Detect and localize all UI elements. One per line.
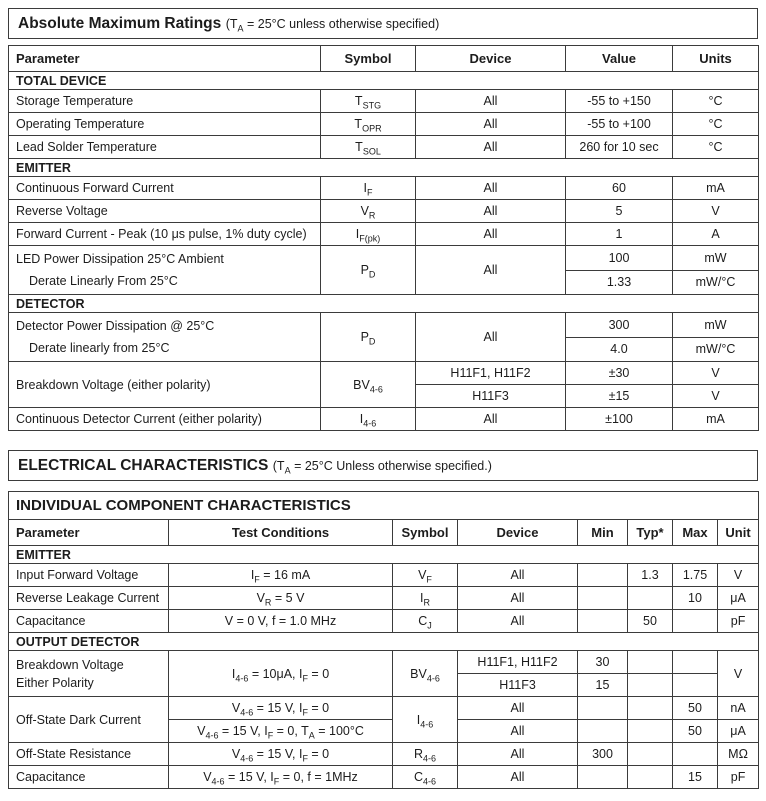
units-cell: A bbox=[673, 223, 759, 246]
unit-cell: pF bbox=[718, 610, 759, 633]
symbol-cell: $V_R$ bbox=[321, 200, 416, 223]
units-cell: mW bbox=[673, 313, 759, 338]
col-header-symbol: Symbol bbox=[393, 520, 458, 546]
device-cell: All bbox=[416, 90, 566, 113]
section-header-label: DETECTOR bbox=[9, 295, 759, 313]
symbol-cell: $V_F$ bbox=[393, 564, 458, 587]
device-cell: All bbox=[416, 200, 566, 223]
table-title-row bbox=[9, 492, 759, 520]
min-cell: 15 bbox=[578, 674, 628, 697]
col-header-device: Device bbox=[458, 520, 578, 546]
device-cell: H11F3 bbox=[458, 674, 578, 697]
units-cell: °C bbox=[673, 113, 759, 136]
max-cell bbox=[673, 674, 718, 697]
col-header-test-conditions: Test Conditions bbox=[169, 520, 393, 546]
param-cell: Off-State Resistance bbox=[9, 743, 169, 766]
symbol-cell: $P_D$ bbox=[321, 313, 416, 362]
device-cell: All bbox=[416, 246, 566, 295]
param-cell: Input Forward Voltage bbox=[9, 564, 169, 587]
cond-cell: $I_F = 16$ mA bbox=[169, 564, 393, 587]
table-row bbox=[9, 610, 759, 633]
col-header-units: Units bbox=[673, 46, 759, 72]
units-cell: mW/°C bbox=[673, 270, 759, 295]
units-cell: V bbox=[673, 362, 759, 385]
max-cell bbox=[673, 610, 718, 633]
typ-cell: 50 bbox=[628, 610, 673, 633]
max-cell: 1.75 bbox=[673, 564, 718, 587]
device-cell: All bbox=[458, 720, 578, 743]
value-cell: 60 bbox=[566, 177, 673, 200]
table-row bbox=[9, 200, 759, 223]
max-cell: 50 bbox=[673, 697, 718, 720]
typ-cell bbox=[628, 587, 673, 610]
abs-max-title-box bbox=[8, 8, 758, 39]
value-cell: ±30 bbox=[566, 362, 673, 385]
cond-cell: $I_{4-6} = 10\mu A$, $I_F = 0$ bbox=[169, 651, 393, 697]
symbol-cell: $C_J$ bbox=[393, 610, 458, 633]
device-cell: All bbox=[416, 223, 566, 246]
value-cell: ±100 bbox=[566, 408, 673, 431]
unit-cell: pF bbox=[718, 766, 759, 789]
param-cell: Forward Current - Peak (10 μs pulse, 1% duty cycle) bbox=[9, 223, 321, 246]
table-header-row bbox=[9, 46, 759, 72]
max-cell bbox=[673, 743, 718, 766]
typ-cell: 1.3 bbox=[628, 564, 673, 587]
min-cell: 300 bbox=[578, 743, 628, 766]
min-cell bbox=[578, 587, 628, 610]
table-row bbox=[9, 587, 759, 610]
value-cell: ±15 bbox=[566, 385, 673, 408]
col-header-max: Max bbox=[673, 520, 718, 546]
param-cell: Breakdown Voltage (either polarity) bbox=[9, 362, 321, 408]
value-cell: 300 bbox=[566, 313, 673, 338]
max-cell: 10 bbox=[673, 587, 718, 610]
table-row bbox=[9, 246, 759, 271]
symbol-cell: $T_{STG}$ bbox=[321, 90, 416, 113]
param-line-2: Derate Linearly From 25°C bbox=[29, 274, 178, 288]
param-cell: Lead Solder Temperature bbox=[9, 136, 321, 159]
units-cell: V bbox=[673, 200, 759, 223]
device-cell: H11F3 bbox=[416, 385, 566, 408]
table-row bbox=[9, 90, 759, 113]
param-line-1: LED Power Dissipation 25°C Ambient bbox=[16, 252, 224, 266]
symbol-cell: $BV_{4-6}$ bbox=[393, 651, 458, 697]
unit-cell: μA bbox=[718, 587, 759, 610]
device-cell: All bbox=[416, 113, 566, 136]
table-row bbox=[9, 697, 759, 720]
table-row bbox=[9, 113, 759, 136]
table-row bbox=[9, 362, 759, 385]
max-cell bbox=[673, 651, 718, 674]
param-cell: Continuous Forward Current bbox=[9, 177, 321, 200]
unit-cell: V bbox=[718, 651, 759, 697]
value-cell: 1.33 bbox=[566, 270, 673, 295]
table-header-row bbox=[9, 520, 759, 546]
device-cell: All bbox=[458, 587, 578, 610]
unit-cell: MΩ bbox=[718, 743, 759, 766]
min-cell bbox=[578, 610, 628, 633]
section-header-label: TOTAL DEVICE bbox=[9, 72, 759, 90]
min-cell bbox=[578, 564, 628, 587]
max-cell: 50 bbox=[673, 720, 718, 743]
units-cell: mW bbox=[673, 246, 759, 271]
col-header-device: Device bbox=[416, 46, 566, 72]
absolute-maximum-ratings-table bbox=[8, 45, 759, 431]
param-cell bbox=[9, 313, 321, 362]
units-cell: mA bbox=[673, 408, 759, 431]
table-title: INDIVIDUAL COMPONENT CHARACTERISTICS bbox=[9, 492, 759, 520]
param-cell: Off-State Dark Current bbox=[9, 697, 169, 743]
param-cell: Continuous Detector Current (either polarity) bbox=[9, 408, 321, 431]
cond-cell: $V_{4-6} = 15$ V, $I_F = 0$, f = 1MHz bbox=[169, 766, 393, 789]
unit-cell: nA bbox=[718, 697, 759, 720]
param-cell bbox=[9, 246, 321, 295]
symbol-cell: $R_{4-6}$ bbox=[393, 743, 458, 766]
param-line-2: Either Polarity bbox=[16, 675, 94, 690]
typ-cell bbox=[628, 720, 673, 743]
table-row bbox=[9, 313, 759, 338]
value-cell: 1 bbox=[566, 223, 673, 246]
table-row bbox=[9, 136, 759, 159]
section-header-label: EMITTER bbox=[9, 159, 759, 177]
value-cell: 5 bbox=[566, 200, 673, 223]
param-cell: Reverse Voltage bbox=[9, 200, 321, 223]
unit-cell: μA bbox=[718, 720, 759, 743]
device-cell: H11F1, H11F2 bbox=[458, 651, 578, 674]
device-cell: All bbox=[458, 610, 578, 633]
device-cell: All bbox=[416, 408, 566, 431]
param-cell: Capacitance bbox=[9, 766, 169, 789]
device-cell: All bbox=[416, 136, 566, 159]
min-cell: 30 bbox=[578, 651, 628, 674]
cond-cell: $V_{4-6} = 15$ V, $I_F = 0$ bbox=[169, 697, 393, 720]
table-row bbox=[9, 766, 759, 789]
abs-max-title: Absolute Maximum Ratings bbox=[18, 15, 222, 32]
device-cell: All bbox=[416, 177, 566, 200]
table-row bbox=[9, 743, 759, 766]
table-row bbox=[9, 408, 759, 431]
units-cell: °C bbox=[673, 136, 759, 159]
units-cell: mW/°C bbox=[673, 337, 759, 362]
abs-max-title-note: ($T_A = 25^\circ C$ unless otherwise specified) bbox=[225, 17, 440, 34]
unit-cell: V bbox=[718, 564, 759, 587]
param-line-1: Detector Power Dissipation @ 25°C bbox=[16, 319, 215, 333]
symbol-cell: $C_{4-6}$ bbox=[393, 766, 458, 789]
section-output-detector bbox=[9, 633, 759, 651]
symbol-cell: $I_F$ bbox=[321, 177, 416, 200]
value-cell: 100 bbox=[566, 246, 673, 271]
typ-cell bbox=[628, 743, 673, 766]
value-cell: 260 for 10 sec bbox=[566, 136, 673, 159]
symbol-cell: $BV_{4-6}$ bbox=[321, 362, 416, 408]
symbol-cell: $I_{4-6}$ bbox=[321, 408, 416, 431]
param-line-2: Derate linearly from 25°C bbox=[29, 341, 170, 355]
col-header-typ: Typ* bbox=[628, 520, 673, 546]
units-cell: °C bbox=[673, 90, 759, 113]
device-cell: All bbox=[458, 766, 578, 789]
device-cell: All bbox=[458, 697, 578, 720]
col-header-unit: Unit bbox=[718, 520, 759, 546]
individual-component-characteristics-table bbox=[8, 491, 759, 789]
elec-char-title-box bbox=[8, 450, 758, 481]
elec-char-title: ELECTRICAL CHARACTERISTICS bbox=[18, 457, 269, 474]
section-header-label: EMITTER bbox=[9, 546, 759, 564]
col-header-min: Min bbox=[578, 520, 628, 546]
device-cell: All bbox=[458, 564, 578, 587]
max-cell: 15 bbox=[673, 766, 718, 789]
section-emitter bbox=[9, 546, 759, 564]
param-cell: Operating Temperature bbox=[9, 113, 321, 136]
section-emitter bbox=[9, 159, 759, 177]
typ-cell bbox=[628, 651, 673, 674]
cond-cell: $V_{4-6} = 15$ V, $I_F = 0$ bbox=[169, 743, 393, 766]
device-cell: H11F1, H11F2 bbox=[416, 362, 566, 385]
min-cell bbox=[578, 720, 628, 743]
symbol-cell: $I_{F(pk)}$ bbox=[321, 223, 416, 246]
param-cell: Storage Temperature bbox=[9, 90, 321, 113]
param-cell: Capacitance bbox=[9, 610, 169, 633]
value-cell: -55 to +100 bbox=[566, 113, 673, 136]
table-row bbox=[9, 177, 759, 200]
param-cell bbox=[9, 651, 169, 697]
section-total-device bbox=[9, 72, 759, 90]
col-header-symbol: Symbol bbox=[321, 46, 416, 72]
symbol-cell: $T_{OPR}$ bbox=[321, 113, 416, 136]
typ-cell bbox=[628, 697, 673, 720]
cond-cell: V = 0 V, f = 1.0 MHz bbox=[169, 610, 393, 633]
min-cell bbox=[578, 697, 628, 720]
col-header-parameter: Parameter bbox=[9, 46, 321, 72]
symbol-cell: $I_{4-6}$ bbox=[393, 697, 458, 743]
col-header-value: Value bbox=[566, 46, 673, 72]
units-cell: V bbox=[673, 385, 759, 408]
cond-cell: $V_R = 5$ V bbox=[169, 587, 393, 610]
cond-cell: $V_{4-6} = 15$ V, $I_F = 0$, $T_A = 100^\circ C$ bbox=[169, 720, 393, 743]
param-line-1: Breakdown Voltage bbox=[16, 657, 124, 672]
units-cell: mA bbox=[673, 177, 759, 200]
device-cell: All bbox=[416, 313, 566, 362]
table-row bbox=[9, 651, 759, 674]
elec-char-title-note: ($T_A = 25^\circ C$ Unless otherwise specified.) bbox=[272, 459, 492, 476]
typ-cell bbox=[628, 674, 673, 697]
col-header-parameter: Parameter bbox=[9, 520, 169, 546]
value-cell: 4.0 bbox=[566, 337, 673, 362]
symbol-cell: $I_R$ bbox=[393, 587, 458, 610]
section-detector bbox=[9, 295, 759, 313]
table-row bbox=[9, 223, 759, 246]
min-cell bbox=[578, 766, 628, 789]
device-cell: All bbox=[458, 743, 578, 766]
value-cell: -55 to +150 bbox=[566, 90, 673, 113]
typ-cell bbox=[628, 766, 673, 789]
symbol-cell: $T_{SOL}$ bbox=[321, 136, 416, 159]
section-header-label: OUTPUT DETECTOR bbox=[9, 633, 759, 651]
param-cell: Reverse Leakage Current bbox=[9, 587, 169, 610]
table-row bbox=[9, 564, 759, 587]
symbol-cell: $P_D$ bbox=[321, 246, 416, 295]
